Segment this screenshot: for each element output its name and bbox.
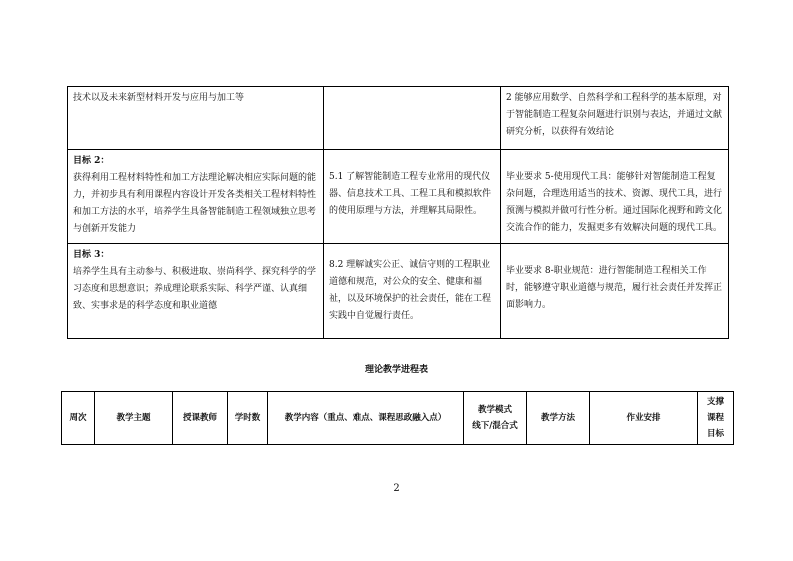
- header-week: 周次: [62, 392, 95, 445]
- objective-cell: [68, 87, 324, 150]
- requirement-cell: [501, 150, 729, 244]
- header-teacher: 授课教师: [173, 392, 228, 445]
- header-content: 教学内容（重点、难点、课程思政融入点）: [268, 392, 464, 445]
- objective-cell: [68, 244, 324, 339]
- schedule-title: 理论教学进程表: [364, 365, 428, 375]
- goal-title: 目标 3：: [73, 250, 110, 260]
- page-number: 2: [393, 483, 400, 494]
- cell-text: 毕业要求 8-职业规范：进行智能制造工程相关工作时，能够遵守职业道德与规范，履行社会责任并发挥正面影响力。: [506, 266, 723, 310]
- requirement-cell: [501, 87, 729, 150]
- header-topic: 教学主题: [95, 392, 173, 445]
- indicator-cell: [324, 244, 501, 339]
- header-mode-line: 线下/混合式: [472, 421, 518, 431]
- header-mode-line: 教学模式: [477, 405, 512, 415]
- header-support-line: 支撑: [706, 397, 724, 407]
- cell-text: 培养学生具有主动参与、积极进取、崇尚科学、探究科学的学习态度和思想意识；养成理论联系实际、科学严谨、认真细致、实事求是的科学态度和职业道德: [73, 267, 317, 311]
- cell-text: 技术以及未来新型材料开发与应用与加工等: [73, 93, 245, 103]
- indicator-cell: [324, 150, 501, 244]
- header-support-line: 目标: [706, 429, 724, 439]
- table-row: [68, 244, 729, 339]
- cell-text: 5.1 了解智能制造工程专业常用的现代仪器、信息技术工具、工程工具和模拟软件的使用原理与方法，并理解其局限性。: [329, 172, 492, 216]
- cell-text: 获得利用工程材料特性和加工方法理论解决相应实际问题的能力，并初步具有利用课程内容设计开发各类相关工程材料特性和加工方法的水平，培养学生具备智能制造工程领域独立思考与创新开发能力: [73, 173, 317, 234]
- objective-cell: [68, 150, 324, 244]
- header-hours: 学时数: [228, 392, 268, 445]
- cell-text: 2 能够应用数学、自然科学和工程科学的基本原理，对于智能制造工程复杂问题进行识别与表达，并通过文献研究分析，以获得有效结论: [506, 93, 723, 137]
- requirement-cell: [501, 244, 729, 339]
- schedule-table: [61, 391, 734, 445]
- header-mode: [464, 392, 527, 445]
- table-row: [68, 87, 729, 150]
- header-method: 教学方法: [527, 392, 590, 445]
- indicator-cell: [324, 87, 501, 150]
- table-header-row: [62, 392, 734, 445]
- header-support-line: 课程: [706, 413, 724, 423]
- header-homework: 作业安排: [590, 392, 698, 445]
- goal-title: 目标 2：: [73, 156, 110, 166]
- table-row: [68, 150, 729, 244]
- cell-text: 毕业要求 5-使用现代工具：能够针对智能制造工程复杂问题，合理选用适当的技术、资源、现代工具，进行预测与模拟并做可行性分析。通过国际化视野和跨文化交流合作的能力，发掘更多有效解决问题的现代工具。: [506, 172, 723, 233]
- cell-text: 8.2 理解诚实公正、诚信守则的工程职业道德和规范，对公众的安全、健康和福祉，以及环境保护的社会责任，能在工程实践中自觉履行责任。: [329, 260, 492, 321]
- header-support: [698, 392, 734, 445]
- objectives-table: [67, 86, 729, 339]
